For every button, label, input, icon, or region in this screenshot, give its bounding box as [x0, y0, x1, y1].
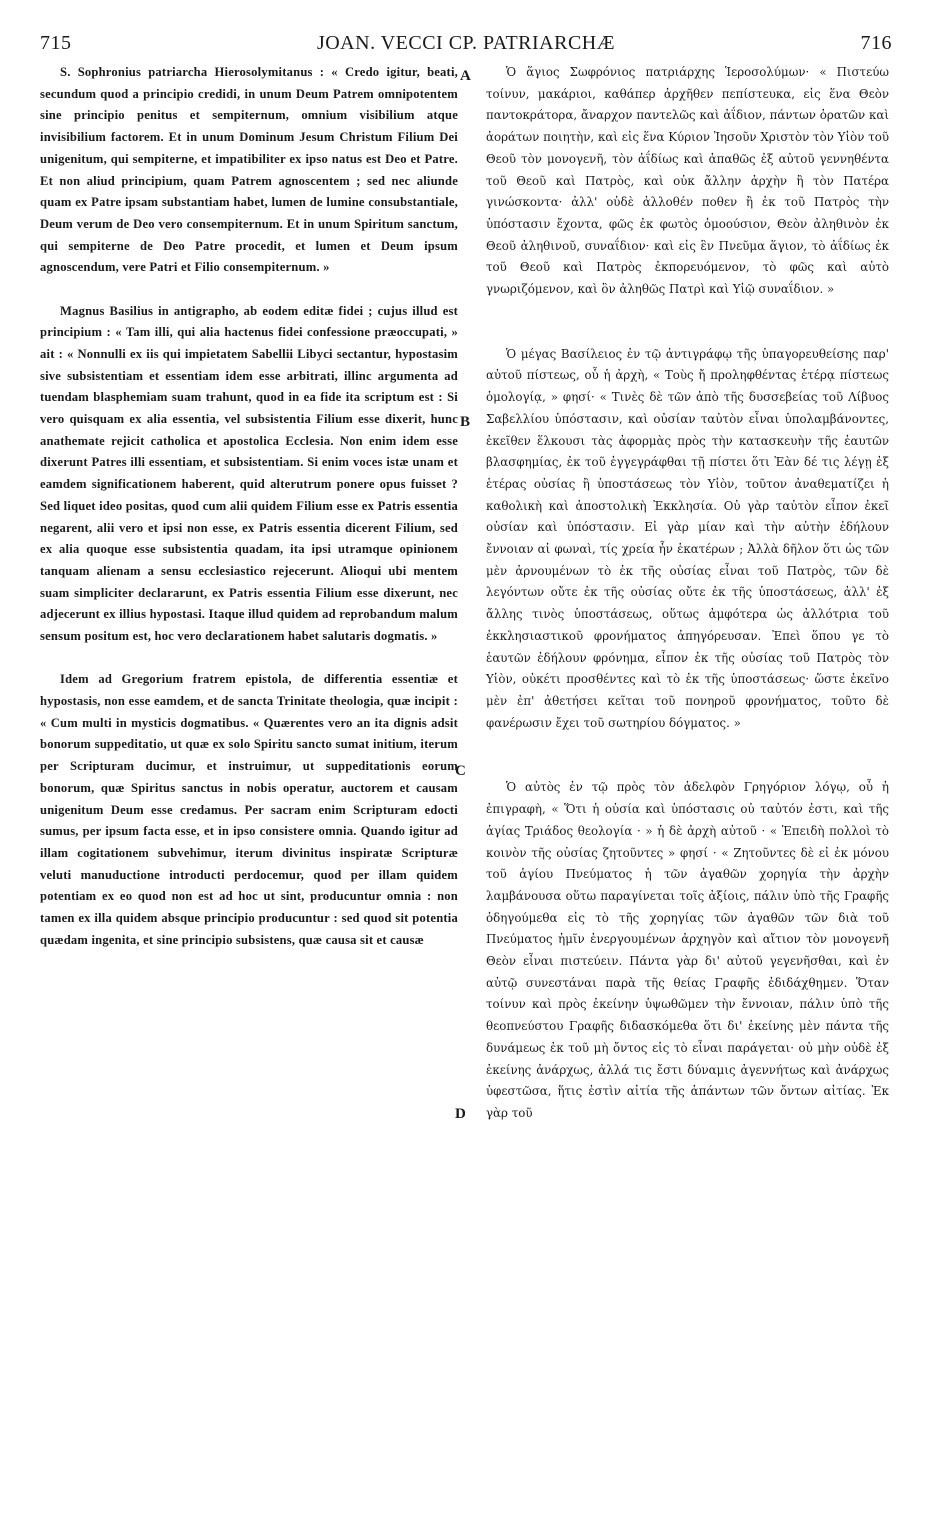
page-number-right: 716 [860, 32, 892, 54]
section-marker-b: B [460, 414, 471, 430]
latin-paragraph-sophronius: S. Sophronius patriarcha Hierosolymitanus : « Credo igitur, beati, secundum quod a principio credidi, in unum Deum Patrem omnipotentem sine principio penitus et sempiternum, omnium visibilium atque invisibilium factorem. Et in unum Dominum Jesum Christum Filium Dei unigenitum, qui sempiterne, et impatibiliter ex ipso natus est Deo et Patre. Et non aliud principium, quam Patrem agnoscentem ; sed nec aliunde quam ex Patre ipsam substantiam habet, lumen de lumine consubstantiale, Deum verum de Deo vero consempiternum. Et in unum Spiritum sanctum, qui sempiterne de Deo Patre procedit, et lumen et Deum ipsum agnoscendum, vere Patri et Filio consempiternum. » [40, 65, 458, 275]
latin-column [40, 62, 458, 951]
latin-paragraph-gregorium: Idem ad Gregorium fratrem epistola, de differentia essentiæ et hypostasis, non esse eamdem, et de sancta Trinitate theologia, quæ incipit : « Cum multi in mysticis dogmatibus. « Quærentes vero an ita dignis adsit bonorum suppeditatio, ut quæ ex solo Spiritu sancto sumat initium, iterum per Scripturam ducimur, et instruimur, ut suppeditationis eorum bonorum, quæ Spiritus sanctus in nobis operatur, auctorem et causam unigenitum Deum esse credamus. Per sacram enim Scripturam edocti sumus, per ipsum facta esse, et in ipso consistere omnia. Quando igitur ad illam cogitationem subvehimur, iterum divinitus inspiratæ Scripturæ veluti manuductione introducti perdocemur, quod per illam quidem potentiam ex eo quod non est ad hoc ut sint, producuntur omnia : non tamen ex illa quidem absque principio producuntur : sed quod sit potentia quædam ingenita, et sine principio subsistens, quæ causa sit et causæ [40, 672, 458, 947]
section-marker-a: A [460, 68, 471, 84]
greek-paragraph-sophronius: Ὁ ἅγιος Σωφρόνιος πατριάρχης Ἱεροσολύμων· « Πιστεύω τοίνυν, μακάριοι, καθάπερ ἀρχῆθεν πεπίστευκα, εἰς ἕνα Θεὸν παντοκράτορα, ἄναρχον παντελῶς καὶ ἀΐδιον, πάντων ὁρατῶν καὶ ἀοράτων ποιητὴν, καὶ εἰς ἕνα Κύριον Ἰησοῦν Χριστὸν τὸν Υἱὸν τοῦ Θεοῦ τὸν μονογενῆ, τὸν ἀΐδίως καὶ ἀπαθῶς ἐξ αὐτοῦ γεννηθέντα τοῦ Θεοῦ καὶ Πατρὸς, καὶ οὐκ ἄλλην ἀρχὴν ἢ τὸν Πατέρα γινώσκοντα· ἀλλ' οὐδὲ ἀλλοθέν ποθεν ἢ ἐκ τοῦ Πατρὸς τὴν ὑπόστασιν ἔχοντα, φῶς ἐκ φωτὸς ὁμοούσιον, Θεὸν ἀληθινὸν ἐκ Θεοῦ ἀληθινοῦ, συναΐδιον· καὶ εἰς ἓν Πνεῦμα ἅγιον, τὸ ἀΐδίως ἐκ τοῦ Θεοῦ καὶ Πατρὸς ἐκπορευόμενον, τὸ φῶς καὶ αὐτὸ γνωριζόμενον, καὶ ὃν ἀληθῶς Πατρὶ καὶ Υἱῷ συναΐδιον. » [486, 65, 889, 297]
section-marker-c: C [455, 763, 466, 779]
running-title: JOAN. VECCI CP. PATRIARCHÆ [316, 32, 616, 54]
latin-paragraph-basilius: Magnus Basilius in antigrapho, ab eodem editæ fidei ; cujus illud est principium : « Tam illi, qui alia hactenus fidei confessione præoccupati, » ait : « Nonnulli ex iis qui impietatem Sabellii Libyci sectantur, hypostasim sive subsistentiam et essentiam idem esse arbitrati, illinc argumenta ad tuendam blasphemiam suam trahunt, quod in ea fide ita scriptum est : Si vero quisquam ex alia essentia, vel subsistentia Filium esse dixerit, hunc anathemate rejicit catholica et apostolica Ecclesia. Non enim idem esse dixerunt Patres illi essentiam, et subsistentiam. Si enim voces istæ unam et eamdem significationem haberent, quid alterutrum ponere opus fuisset ? Sed liquet ideo positas, quod cum alii quidem Filium esse ex Patris essentia negarent, alii vero et ipsi non esse, ex Patris essentia dicerent Filium, sed ex alia quoque esse subsistentia quadam, ita ipsi utramque opinionem tanquam alienam a sensu ecclesiastico rejecerunt. Alioqui ubi mentem suam simpliciter declararunt, ex Patris essentia Filium esse dixerunt, nec adjecerunt ex illius hypostasi. Itaque illud quidem ad reprobandum malum sensum positum est, hoc vero declarationem habet salutaris dogmatis. » [40, 303, 458, 644]
greek-column [486, 62, 889, 1125]
greek-paragraph-basilius: Ὁ μέγας Βασίλειος ἐν τῷ ἀντιγράφῳ τῆς ὑπαγορευθείσης παρ' αὐτοῦ πίστεως, οὗ ἡ ἀρχὴ, « Τοὺς ἤ προληφθέντας ἑτέρᾳ πίστεως ὁμολογίᾳ, » φησί· « Τινὲς δὲ τῶν ἀπὸ τῆς δυσσεβείας τοῦ Λίβυος Σαβελλίου ὑπόστασιν, καὶ οὐσίαν ταὐτὸν εἶναι ὑπολαμβάνοντες, ἐκεῖθεν ἕλκουσι τὰς ἀφορμὰς πρὸς τὴν κατασκευὴν τῆς ἑαυτῶν βλασφημίας, ἐκ τοῦ ἐγγεγράφθαι τῇ πίστει ὅτι Ἐὰν δέ τις λέγῃ ἐξ ἑτέρας οὐσίας ἢ ὑποστάσεως τὸν Υἱὸν, τοῦτον ἀναθεματίζει ἡ καθολικὴ καὶ ἀποστολικὴ Ἐκκλησία. Οὐ γὰρ ταὐτὸν εἶπον ἐκεῖ οὐσίαν καὶ ὑπόστασιν. Εἰ γὰρ μίαν καὶ τὴν αὐτὴν ἐδήλουν ἔννοιαν αἱ φωναὶ, τίς χρεία ἦν ἑκατέρων ; Ἀλλὰ δῆλον ὅτι ὡς τῶν μὲν ἀρνουμένων τὸ ἐκ τῆς οὐσίας εἶναι τοῦ Πατρὸς, τῶν δὲ λεγόντων οὔτε ἐκ τῆς οὐσίας οὔτε ἐκ τῆς ὑποστάσεως, ἀλλ' ἐξ ἄλλης τινὸς ὑποστάσεως, οὕτως ἀμφότερα ὡς ἀλλότρια τοῦ ἐκκλησιαστικοῦ φρονήματος ἀπηγόρευσαν. Ἐπεὶ ὅπου γε τὸ ἑαυτῶν ἐδήλουν φρόνημα, εἶπον ἐκ τῆς οὐσίας τοῦ Πατρὸς τὸν Υἱὸν, οὐκέτι προσθέντες καὶ τὸ ἐκ τῆς ὑποστάσεως· ὥστε ἐκεῖνο μὲν ἐπ' ἀθετήσει κεῖται τοῦ πονηροῦ φρονήματος, τοῦτο δὲ φανέρωσιν ἔχει τοῦ σωτηρίου δόγματος. » [486, 346, 889, 730]
section-marker-d: D [455, 1106, 466, 1122]
greek-paragraph-gregorium: Ὁ αὐτὸς ἐν τῷ πρὸς τὸν ἀδελφὸν Γρηγόριον λόγῳ, οὗ ἡ ἐπιγραφὴ, « Ὅτι ἡ οὐσία καὶ ὑπόστασις οὐ ταὐτόν ἐστι, καὶ τῆς ἁγίας Τριάδος θεολογία · » ἡ δὲ ἀρχὴ αὐτοῦ · « Ἐπειδὴ πολλοὶ τὸ κοινὸν τῆς οὐσίας ζητοῦντες » φησί · « Ζητοῦντες δὲ εἰ ἐκ μόνου τοῦ ἁγίου Πνεύματος ἡ τῶν ἀγαθῶν χορηγία τὴν ἀρχὴν λαμβάνουσα οὕτω παραγίνεται τοῖς ἀξίοις, πάλιν ὑπὸ τῆς Γραφῆς ὁδηγούμεθα εἰς τὸ τῆς χορηγίας τῶν ἀγαθῶν τῶν διὰ τοῦ Πνεύματος ἡμῖν ἐνεργουμένων ἀρχηγὸν καὶ αἴτιον τὸν μονογενῆ Θεὸν εἶναι πιστεύειν. Πάντα γὰρ δι' αὐτοῦ γεγενῆσθαι, καὶ ἐν αὐτῷ συνεστάναι παρὰ τῆς θείας Γραφῆς ἐδιδάχθημεν. Ὅταν τοίνυν καὶ πρὸς ἐκείνην ὑψωθῶμεν τὴν ἔννοιαν, πάλιν ὑπὸ τῆς θεοπνεύστου Γραφῆς διδασκόμεθα ὅτι δι' ἐκείνης μὲν πάντα τῆς δυνάμεως ἐκ τοῦ μὴ ὄντος εἰς τὸ εἶναι παράγεται· οὐ μὴν οὐδὲ ἐξ ἐκείνης ἀνάρχως, ἀλλά τις ἔστι δύναμις ἀγεννήτως καὶ ἀνάρχως ὑφεστῶσα, ἥτις ἐστὶν αἰτία τῆς ἁπάντων τῶν ὄντων αἰτίας. Ἐκ γὰρ τοῦ [486, 780, 889, 1120]
page-number-left: 715 [40, 32, 72, 54]
page-header [40, 32, 892, 62]
